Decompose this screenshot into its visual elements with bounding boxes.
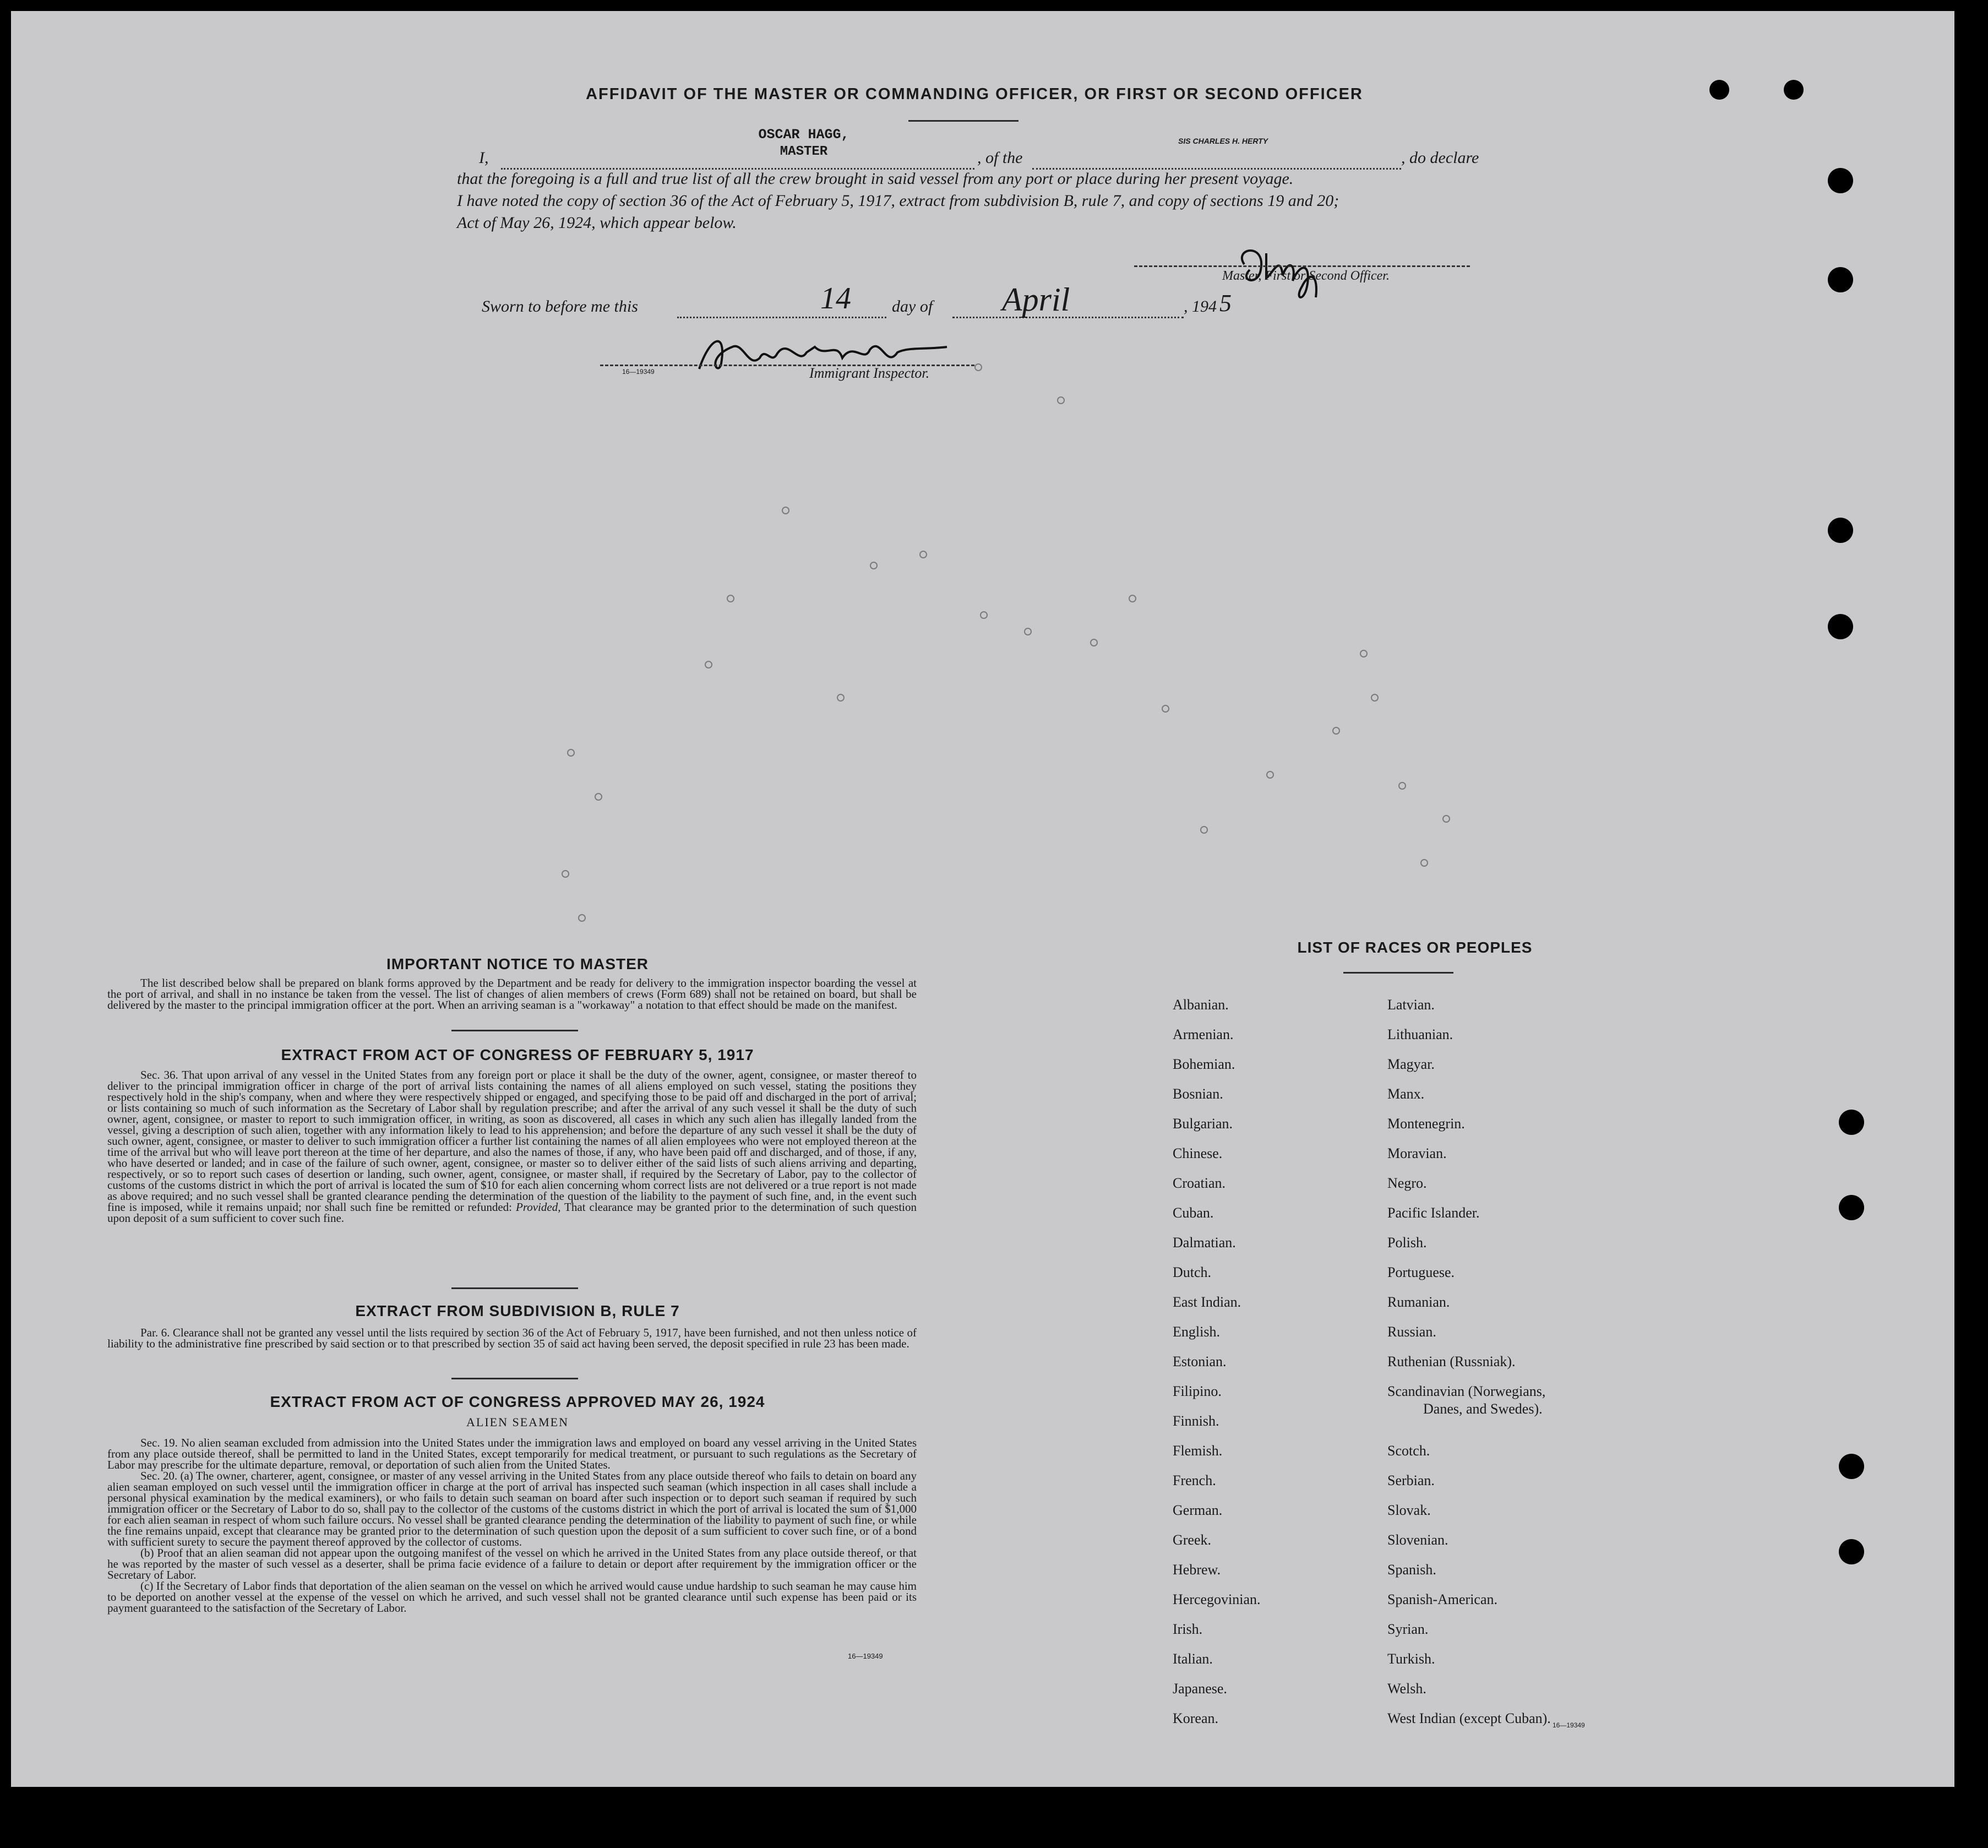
- provided-label: Provided,: [516, 1200, 561, 1214]
- vessel-name: SIS CHARLES H. HERTY: [1178, 137, 1268, 145]
- race-item: Korean.: [1173, 1710, 1219, 1726]
- sec-20c-paragraph: (c) If the Secretary of Labor finds that deportation of the alien seaman on the vessel on which he arrived would cause undue hardship to such seaman he may cause him to be deported on another vessel at the expense of the vessel on which he arrived, and such vessel shall not be granted clearance until such expense has been paid or its payment guaranteed to the satisfaction of the Secretary of Labor.: [107, 1579, 917, 1615]
- race-item: Danes, and Swedes).: [1423, 1401, 1543, 1417]
- race-item: Turkish.: [1387, 1651, 1435, 1667]
- inspector-caption: Immigrant Inspector.: [809, 365, 930, 381]
- sec-36-body: That upon arrival of any vessel in the United States from any foreign port or place it shall be the duty of the owner, agent, consignee, or master thereof to deliver to the principal immigration officer in charge of the port of arrival lists containing the names of all aliens employed on such vessel, stating the positions they respectively hold in the ship's company, when and where they were respectively shipped or engaged, and specifying those to be paid off and discharged in the port of arrival; or lists containing so much of such information as the Secretary of Labor shall by regulation prescribe; and after the arrival of any such vessel it shall be the duty of such owner, agent, consignee, or master to report to such immigration officer, in writing, as soon as discovered, all cases in which any such alien has illegally landed from the vessel, giving a description of such alien, together with any information likely to lead to his apprehension; and before the departure of any such vessel it shall be the duty of such owner, agent, consignee, or master to deliver to such immigration officer a further list containing the names of all alien employees who were not employed thereon at the time of the arrival but who will leave port thereon at the time of her departure, and also the names of those, if any, who have been paid off and discharged, and of those, if any, who have deserted or landed; and in case of the failure of such owner, agent, consignee, or master so to deliver either of the said lists of such aliens arriving and departing, respectively, or so to report such cases of desertion or landing, such owner, agent, consignee, or master shall, if required by the Secretary of Labor, pay to the collector of customs of the customs district in which the port of arrival is located the sum of $10 for each alien concerning whom correct lists are not delivered or a true report is not made as above required; and no such vessel shall be granted clearance pending the determination of the question of the liability to the payment of such fine, and, in the event such fine is imposed, while it remains unpaid; nor shall such fine be remitted or refunded:: [107, 1068, 917, 1214]
- affidavit-title: AFFIDAVIT OF THE MASTER OR COMMANDING OFFICER, OR FIRST OR SECOND OFFICER: [586, 85, 1363, 103]
- race-item: Russian.: [1387, 1324, 1436, 1340]
- paper-speck: [1398, 782, 1406, 790]
- extract-1924-text: [107, 1437, 917, 1613]
- sworn-label: Sworn to before me this: [482, 297, 638, 316]
- extract-1917-divider: [451, 1287, 578, 1289]
- master-signature-caption: Master, First or Second Officer.: [1222, 269, 1390, 283]
- paper-speck: [1332, 727, 1340, 735]
- paper-speck: [919, 551, 927, 558]
- paper-speck: [705, 661, 712, 668]
- paper-speck: [1420, 859, 1428, 867]
- race-item: Rumanian.: [1387, 1294, 1450, 1310]
- notice-text: The list described below shall be prepared on blank forms approved by the Department and be ready for delivery to the immigration inspector boarding the vessel at the port of arrival, and shall in no instance be taken from the vessel. The list of changes of alien members of crews (Form 689) shall not be retained on board, but shall be delivered by the master to the principal immigration officer at the port. When an arriving seaman is a "workaway" a notation to that effect should be made on the manifest.: [107, 976, 917, 1012]
- binder-hole: [1828, 518, 1853, 543]
- race-item: Hercegovinian.: [1173, 1591, 1261, 1607]
- race-item: Dutch.: [1173, 1264, 1212, 1280]
- paper-speck: [567, 749, 575, 757]
- race-item: Hebrew.: [1173, 1562, 1221, 1578]
- sec-20b-paragraph: (b) Proof that an alien seaman did not appear upon the outgoing manifest of the vessel on which he arrived in the United States from any place outside thereof, or that he was reported by the master of such vessel as a deserter, shall be prima facie evidence of a failure to detain or deport after requirement by the immigration officer or the Secretary of Labor.: [107, 1546, 917, 1581]
- paper-speck: [974, 363, 982, 371]
- binder-hole: [1828, 168, 1853, 193]
- race-item: Spanish-American.: [1387, 1591, 1498, 1607]
- paper-speck: [870, 562, 878, 569]
- race-item: Syrian.: [1387, 1621, 1429, 1637]
- race-item: Bulgarian.: [1173, 1116, 1233, 1132]
- binder-hole: [1839, 1454, 1864, 1479]
- extract-1924-subtitle: ALIEN SEAMEN: [466, 1415, 569, 1429]
- paper-speck: [1024, 628, 1032, 635]
- sworn-day-line: [677, 317, 886, 318]
- extract-rule7-divider: [451, 1378, 578, 1379]
- race-item: Manx.: [1387, 1086, 1425, 1102]
- affidavit-form-number: 16—19349: [622, 368, 655, 376]
- race-item: Polish.: [1387, 1235, 1427, 1251]
- race-item: Cuban.: [1173, 1205, 1214, 1221]
- declaration-line-1: that the foregoing is a full and true list of all the crew brought in said vessel from any port or place during her present voyage.: [457, 170, 1294, 188]
- sec-19-body: No alien seaman excluded from admission into the United States under the immigration laws and employed on board any vessel arriving in the United States from any place outside thereof, shall be permitted to land in the United States, except temporarily for medical treatment, or pursuant to such regulations as the Secretary of Labor may prescribe for the ultimate departure, removal, or deportation of such alien from the United States.: [107, 1436, 917, 1471]
- sec-19-paragraph: [107, 1437, 917, 1470]
- paper-speck: [980, 611, 988, 619]
- race-item: German.: [1173, 1502, 1223, 1518]
- race-item: Negro.: [1387, 1175, 1427, 1191]
- paper-speck: [1090, 639, 1098, 646]
- races-title: LIST OF RACES OR PEOPLES: [1297, 939, 1533, 956]
- master-signature-line: [1134, 265, 1470, 267]
- race-item: Chinese.: [1173, 1145, 1223, 1161]
- race-item: Finnish.: [1173, 1413, 1219, 1429]
- race-item: Japanese.: [1173, 1681, 1227, 1697]
- day-of-label: day of: [892, 297, 933, 316]
- race-item: English.: [1173, 1324, 1220, 1340]
- notice-divider: [451, 1030, 578, 1031]
- extract-rule7-text: Par. 6. Clearance shall not be granted any vessel until the lists required by section 36 of the Act of February 5, 1917, have been furnished, and not then unless notice of liability to the administrative fine prescribed by said section or to that prescribed by section 35 of said act having been served, the deposit specified in rule 23 has been made.: [107, 1326, 917, 1350]
- paper-speck: [837, 694, 845, 702]
- race-item: Filipino.: [1173, 1383, 1222, 1399]
- extract-1924-title: EXTRACT FROM ACT OF CONGRESS APPROVED MAY 26, 1924: [270, 1393, 765, 1410]
- extract-1917-text: [107, 1069, 917, 1224]
- year-prefix: , 194: [1184, 297, 1217, 316]
- race-item: Bohemian.: [1173, 1056, 1235, 1072]
- race-item: Welsh.: [1387, 1681, 1426, 1697]
- binder-hole: [1828, 614, 1853, 639]
- race-item: Slovenian.: [1387, 1532, 1448, 1548]
- sec-36-label: Sec. 36.: [140, 1068, 178, 1081]
- i-label: I,: [479, 149, 489, 167]
- sec-20a-body: (a) The owner, charterer, agent, consignee, or master of any vessel arriving in the United States from any place outside thereof who fails to detain on board any alien seaman employed on such vessel until the immigration officer in charge at the port of arrival has inspected such seaman (which inspection in all cases shall include a personal physical examination by the medical examiners), or who fails to detain such seaman on board after such inspection or to deport such seaman if required by such immigration officer or the Secretary of Labor to do so, shall pay to the collector of the customs of the customs district in which the port of arrival is located the sum of $1,000 for each alien seaman in respect of whom such failure occurs. No vessel shall be granted clearance pending the determination of the liability to payment of such fine, or while the fine remains unpaid, except that clearance may be granted prior to the determination of such question upon the deposit of a sum sufficient to cover such fine, or of a bond with sufficient surety to secure the payment thereof approved by the collector of customs.: [107, 1469, 917, 1548]
- extract-rule7-title: EXTRACT FROM SUBDIVISION B, RULE 7: [355, 1302, 680, 1319]
- race-item: Bosnian.: [1173, 1086, 1223, 1102]
- race-item: Croatian.: [1173, 1175, 1226, 1191]
- race-item: Scotch.: [1387, 1443, 1430, 1459]
- race-item: Portuguese.: [1387, 1264, 1455, 1280]
- master-title: MASTER: [780, 144, 828, 159]
- paper-speck: [562, 870, 569, 878]
- declaration-line-3: Act of May 26, 1924, which appear below.: [457, 214, 737, 232]
- sec-20a-paragraph: [107, 1470, 917, 1547]
- race-item: Moravian.: [1387, 1145, 1447, 1161]
- sworn-day: 14: [820, 281, 851, 316]
- race-item: Dalmatian.: [1173, 1235, 1236, 1251]
- race-item: Serbian.: [1387, 1472, 1435, 1488]
- sec-20-label: Sec. 20.: [140, 1469, 178, 1482]
- sec-36-end: That clearance may be granted prior to the determination of such question upon deposit of a sum sufficient to cover such fine.: [107, 1200, 917, 1225]
- race-item: Flemish.: [1173, 1443, 1223, 1459]
- binder-hole: [1839, 1539, 1864, 1564]
- race-item: Pacific Islander.: [1387, 1205, 1480, 1221]
- race-item: Estonian.: [1173, 1354, 1227, 1369]
- paper-speck: [1200, 826, 1208, 834]
- year-suffix: 5: [1219, 290, 1232, 317]
- document-page: [11, 11, 1954, 1787]
- race-item: French.: [1173, 1472, 1216, 1488]
- paper-speck: [1266, 771, 1274, 779]
- race-item: Scandinavian (Norwegians,: [1387, 1383, 1546, 1399]
- race-item: Greek.: [1173, 1532, 1212, 1548]
- paper-speck: [782, 507, 789, 514]
- paper-speck: [1057, 396, 1065, 404]
- binder-hole: [1784, 80, 1804, 100]
- paper-speck: [1129, 595, 1136, 602]
- binder-hole: [1839, 1110, 1864, 1135]
- race-item: Italian.: [1173, 1651, 1213, 1667]
- extract-1924-form-number: 16—19349: [848, 1652, 883, 1660]
- paper-speck: [727, 595, 734, 602]
- master-name: OSCAR HAGG,: [758, 127, 849, 143]
- race-item: Latvian.: [1387, 997, 1435, 1013]
- race-item: Slovak.: [1387, 1502, 1431, 1518]
- races-form-number: 16—19349: [1553, 1721, 1585, 1729]
- paper-speck: [578, 914, 586, 922]
- race-item: West Indian (except Cuban).: [1387, 1710, 1551, 1726]
- binder-hole: [1839, 1195, 1864, 1220]
- paper-speck: [1162, 705, 1169, 713]
- paper-speck: [1442, 815, 1450, 823]
- do-declare-label: , do declare: [1401, 149, 1479, 167]
- race-item: Irish.: [1173, 1621, 1203, 1637]
- race-item: Armenian.: [1173, 1026, 1234, 1042]
- race-item: Montenegrin.: [1387, 1116, 1465, 1132]
- race-item: Albanian.: [1173, 997, 1229, 1013]
- paper-speck: [595, 793, 602, 801]
- notice-title: IMPORTANT NOTICE TO MASTER: [386, 955, 649, 972]
- race-item: Magyar.: [1387, 1056, 1435, 1072]
- binder-hole: [1709, 80, 1729, 100]
- races-title-underline: [1343, 972, 1453, 974]
- sworn-month: April: [1002, 281, 1070, 318]
- paper-speck: [1360, 650, 1368, 657]
- paper-speck: [1371, 694, 1379, 702]
- extract-1917-title: EXTRACT FROM ACT OF CONGRESS OF FEBRUARY 5, 1917: [281, 1046, 754, 1063]
- race-item: Ruthenian (Russniak).: [1387, 1354, 1516, 1369]
- race-item: Spanish.: [1387, 1562, 1436, 1578]
- race-item: East Indian.: [1173, 1294, 1241, 1310]
- declaration-line-2: I have noted the copy of section 36 of the Act of February 5, 1917, extract from subdivision B, rule 7, and copy of sections 19 and 20;: [457, 192, 1339, 210]
- race-item: Lithuanian.: [1387, 1026, 1453, 1042]
- binder-hole: [1828, 267, 1853, 292]
- sec-19-label: Sec. 19.: [140, 1436, 178, 1449]
- of-the-label: , of the: [977, 149, 1023, 167]
- title-underline: [908, 120, 1018, 122]
